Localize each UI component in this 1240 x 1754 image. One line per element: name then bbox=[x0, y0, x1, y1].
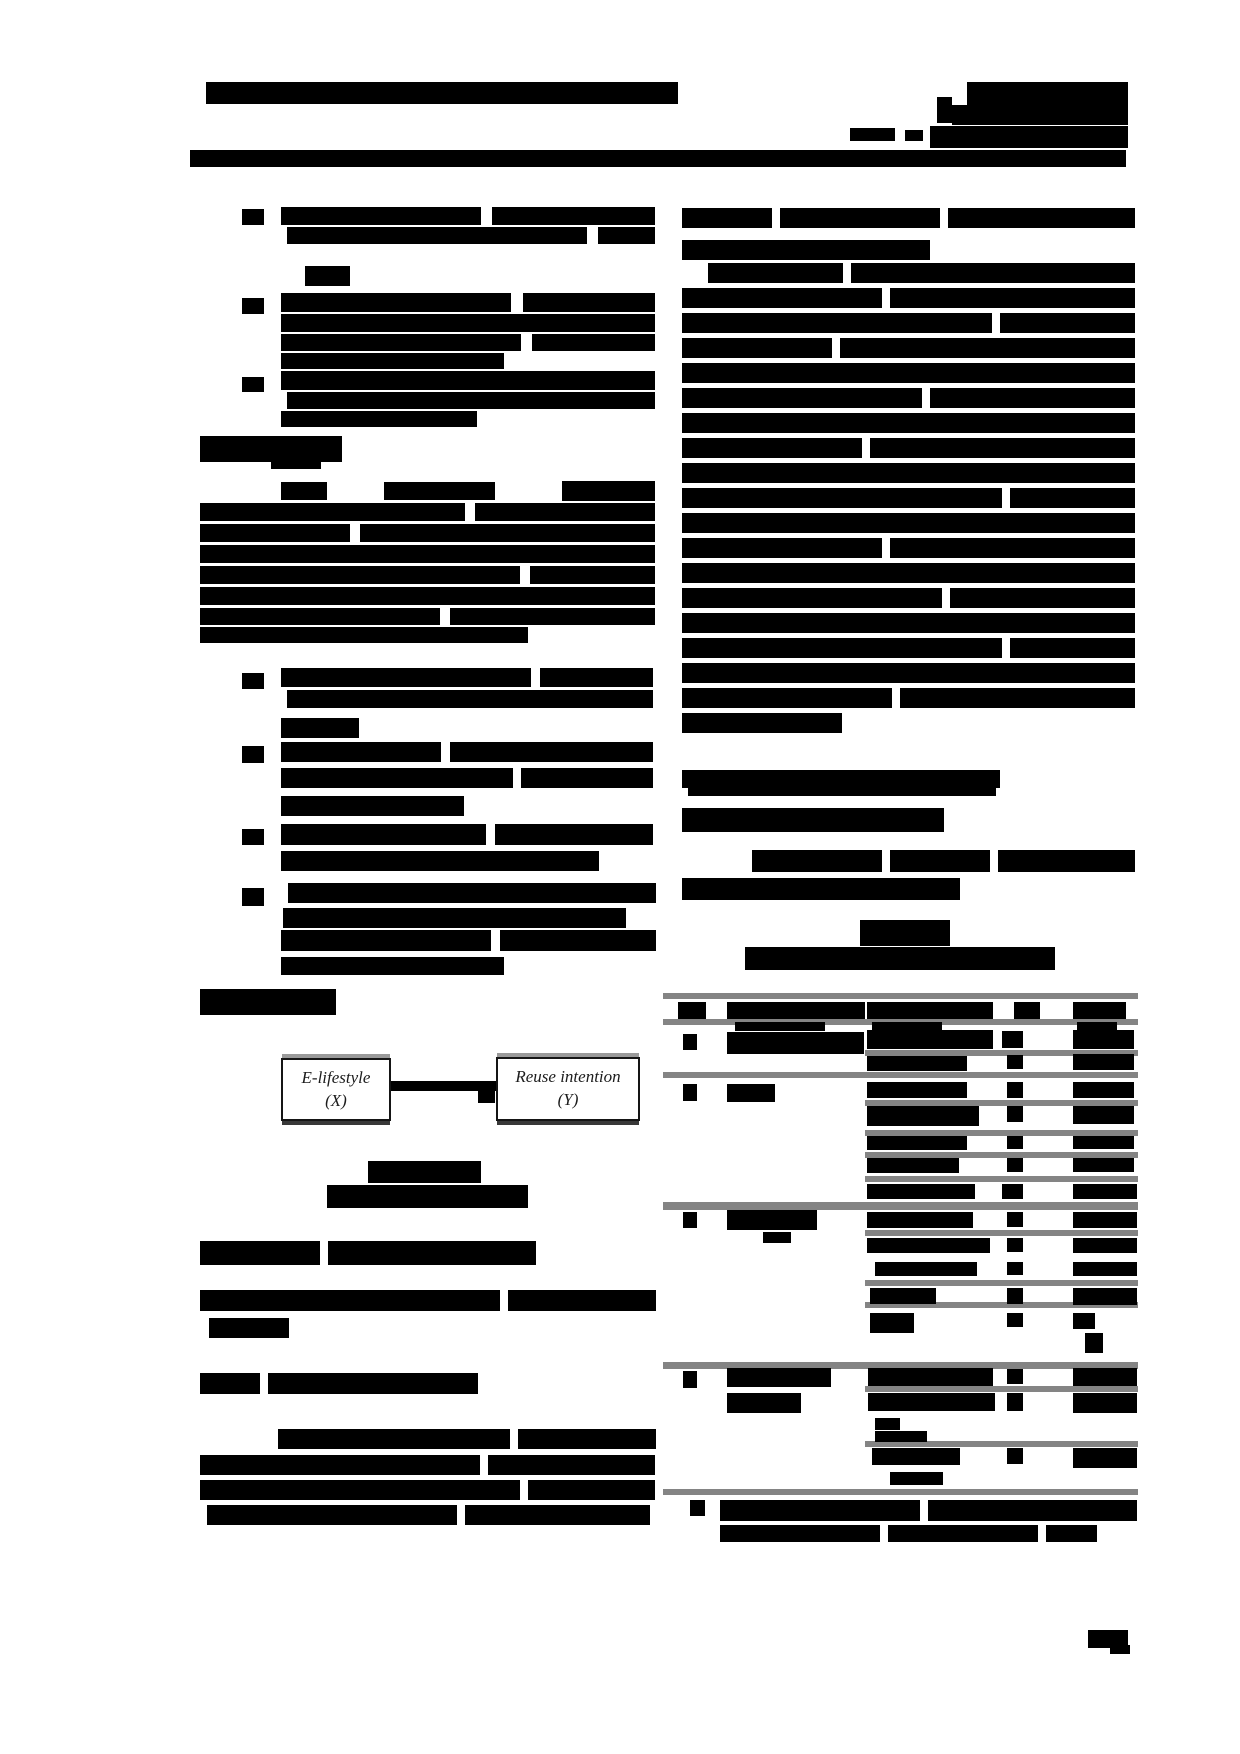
redacted-left-column-text bbox=[281, 371, 655, 390]
redacted-left-column-text bbox=[278, 1429, 510, 1449]
redacted-left-column-text bbox=[200, 545, 655, 563]
redacted-left-column-text bbox=[287, 690, 653, 708]
redacted-footer-text bbox=[720, 1500, 920, 1521]
redacted-table-cell bbox=[875, 1431, 927, 1442]
redacted-table-cell bbox=[1007, 1055, 1023, 1069]
redacted-left-column-text bbox=[242, 377, 264, 392]
redacted-left-column-text bbox=[200, 436, 342, 462]
redacted-right-column-text bbox=[682, 538, 882, 558]
redacted-table-cell bbox=[727, 1368, 831, 1387]
redacted-left-column-text bbox=[200, 1455, 480, 1475]
redacted-right-column-text bbox=[682, 513, 1135, 533]
redacted-left-column-text bbox=[200, 524, 350, 542]
redacted-footer-text bbox=[888, 1525, 1038, 1542]
redacted-right-column-text bbox=[1000, 313, 1135, 333]
redacted-table-cell bbox=[1073, 1030, 1134, 1049]
diagram-box-e-lifestyle bbox=[281, 1058, 391, 1121]
redacted-right-column-text bbox=[682, 288, 882, 308]
redacted-left-column-text bbox=[288, 883, 656, 903]
redacted-left-column-text bbox=[488, 1455, 655, 1475]
redacted-table-cell bbox=[872, 1448, 960, 1465]
redacted-table-cell bbox=[1007, 1238, 1023, 1252]
redacted-right-column-text bbox=[682, 688, 892, 708]
redacted-right-column-text bbox=[682, 878, 960, 900]
redacted-right-column-text bbox=[682, 240, 930, 260]
diagram-box-reuse-intention-variable: (Y) bbox=[557, 1090, 579, 1109]
redacted-left-column-text bbox=[207, 1505, 457, 1525]
redacted-left-column-text bbox=[242, 746, 264, 763]
redacted-left-column-text bbox=[268, 1373, 478, 1394]
redacted-left-column-text bbox=[305, 266, 350, 286]
redacted-left-column-text bbox=[242, 209, 264, 225]
redacted-table-cell bbox=[1073, 1313, 1095, 1329]
redacted-right-column-text bbox=[682, 613, 1135, 633]
redacted-table-cell bbox=[1007, 1448, 1023, 1464]
redacted-right-column-text bbox=[682, 808, 944, 832]
redacted-left-column-text bbox=[492, 207, 655, 225]
redacted-left-column-text bbox=[328, 1241, 536, 1265]
redacted-right-column-text bbox=[851, 263, 1135, 283]
table-rule-line bbox=[865, 1230, 1138, 1236]
redacted-left-column-text bbox=[530, 566, 655, 584]
redacted-table-cell bbox=[1073, 1448, 1137, 1468]
redacted-left-column-text bbox=[500, 930, 656, 951]
redacted-left-column-text bbox=[200, 1480, 520, 1500]
redacted-table-cell bbox=[727, 1002, 865, 1019]
redacted-right-column-text bbox=[682, 388, 922, 408]
redacted-header-text bbox=[905, 130, 923, 141]
redacted-left-column-text bbox=[287, 227, 587, 244]
redacted-left-column-text bbox=[532, 334, 655, 351]
redacted-table-cell bbox=[867, 1030, 993, 1049]
redacted-right-column-text bbox=[708, 263, 843, 283]
redacted-left-column-text bbox=[281, 207, 481, 225]
redacted-left-column-text bbox=[465, 1505, 650, 1525]
redacted-right-column-text bbox=[682, 588, 942, 608]
redacted-left-column-text bbox=[281, 824, 486, 845]
redacted-table-cell bbox=[1073, 1158, 1134, 1172]
redacted-table-cell bbox=[1073, 1184, 1137, 1199]
redacted-right-column-text bbox=[682, 563, 1135, 583]
redacted-right-column-text bbox=[682, 463, 1135, 483]
redacted-table-cell bbox=[867, 1106, 979, 1126]
redacted-left-column-text bbox=[384, 482, 495, 500]
redacted-footer-text bbox=[690, 1500, 705, 1516]
redacted-table-cell bbox=[1073, 1136, 1134, 1149]
redacted-table-cell bbox=[1007, 1212, 1023, 1227]
redacted-table-cell bbox=[868, 1393, 995, 1411]
redacted-left-column-text bbox=[450, 742, 653, 762]
redacted-right-column-text bbox=[682, 638, 1002, 658]
table-rule-line bbox=[663, 993, 1138, 999]
table-rule-line bbox=[865, 1280, 1138, 1286]
redacted-left-column-text bbox=[475, 503, 655, 521]
redacted-table-cell bbox=[867, 1238, 990, 1253]
diagram-arrowhead bbox=[478, 1086, 495, 1103]
redacted-header-text bbox=[206, 82, 678, 104]
redacted-right-column-text bbox=[1010, 638, 1135, 658]
redacted-header-text bbox=[967, 82, 1128, 105]
redacted-table-cell bbox=[1007, 1082, 1023, 1098]
redacted-table-cell bbox=[1073, 1002, 1126, 1019]
redacted-right-column-text bbox=[930, 388, 1135, 408]
diagram-box-reuse-intention-label: Reuse intention bbox=[515, 1067, 621, 1087]
redacted-left-column-text bbox=[281, 768, 513, 788]
redacted-table-cell bbox=[1007, 1369, 1023, 1384]
redacted-right-column-text bbox=[900, 688, 1135, 708]
redacted-left-column-text bbox=[518, 1429, 656, 1449]
redacted-table-cell bbox=[683, 1034, 697, 1050]
redacted-table-cell bbox=[763, 1232, 791, 1243]
redacted-left-column-text bbox=[271, 460, 321, 469]
redacted-table-cell bbox=[1007, 1288, 1023, 1304]
redacted-left-column-text bbox=[209, 1318, 289, 1338]
redacted-table-cell bbox=[870, 1288, 936, 1304]
redacted-table-cell bbox=[1073, 1054, 1134, 1070]
redacted-left-column-text bbox=[200, 587, 655, 605]
redacted-table-cell bbox=[727, 1032, 864, 1054]
redacted-table-cell bbox=[867, 1082, 967, 1098]
redacted-left-column-text bbox=[242, 888, 264, 906]
table-rule-line bbox=[663, 1072, 1138, 1078]
redacted-table-cell bbox=[1073, 1393, 1137, 1413]
redacted-table-cell bbox=[1014, 1002, 1040, 1019]
table-rule-line bbox=[865, 1176, 1138, 1182]
redacted-table-cell bbox=[875, 1418, 900, 1430]
redacted-right-column-text bbox=[752, 850, 882, 872]
diagram-box-reuse-intention bbox=[496, 1057, 640, 1121]
redacted-table-cell bbox=[727, 1393, 801, 1413]
redacted-header-text bbox=[952, 105, 1128, 125]
redacted-left-column-text bbox=[521, 768, 653, 788]
redacted-table-cell bbox=[1002, 1184, 1023, 1199]
redacted-left-column-text bbox=[281, 796, 464, 816]
redacted-left-column-text bbox=[281, 293, 511, 312]
redacted-right-column-text bbox=[682, 363, 1135, 383]
redacted-footer-text bbox=[1046, 1525, 1097, 1542]
redacted-right-column-text bbox=[682, 413, 1135, 433]
redacted-left-column-text bbox=[283, 908, 626, 928]
redacted-right-column-text bbox=[780, 208, 940, 228]
redacted-left-column-text bbox=[281, 482, 327, 500]
redacted-left-column-text bbox=[200, 627, 528, 643]
redacted-table-cell bbox=[1007, 1393, 1023, 1411]
redacted-table-cell bbox=[1085, 1333, 1103, 1353]
table-rule-line bbox=[663, 1489, 1138, 1495]
redacted-right-column-text bbox=[688, 788, 996, 796]
redacted-header-text bbox=[930, 126, 1128, 148]
redacted-table-cell bbox=[727, 1210, 817, 1230]
redacted-table-cell bbox=[1007, 1158, 1023, 1172]
redacted-left-column-text bbox=[281, 334, 521, 351]
redacted-table-cell bbox=[1073, 1106, 1134, 1124]
redacted-left-column-text bbox=[327, 1185, 528, 1208]
redacted-table-cell bbox=[867, 1002, 993, 1019]
redacted-table-cell bbox=[868, 1368, 993, 1386]
redacted-left-column-text bbox=[200, 608, 440, 625]
redacted-left-column-text bbox=[281, 930, 491, 951]
redacted-table-cell bbox=[683, 1212, 697, 1228]
redacted-left-column-text bbox=[242, 829, 264, 845]
redacted-left-column-text bbox=[200, 566, 520, 584]
redacted-left-column-text bbox=[200, 1241, 320, 1265]
redacted-right-column-text bbox=[870, 438, 1135, 458]
redacted-footer-text bbox=[1110, 1645, 1130, 1654]
redacted-right-column-text bbox=[890, 288, 1135, 308]
redacted-left-column-text bbox=[508, 1290, 656, 1311]
redacted-right-column-text bbox=[860, 920, 950, 946]
redacted-table-cell bbox=[867, 1184, 975, 1199]
redacted-table-cell bbox=[683, 1371, 697, 1388]
redacted-table-cell bbox=[1007, 1262, 1023, 1275]
redacted-header-text bbox=[850, 128, 895, 141]
redacted-left-column-text bbox=[281, 353, 504, 369]
redacted-right-column-text bbox=[682, 663, 1135, 683]
diagram-box-e-lifestyle-label: E-lifestyle bbox=[301, 1067, 371, 1087]
redacted-footer-text bbox=[720, 1525, 880, 1542]
redacted-left-column-text bbox=[281, 314, 655, 332]
redacted-left-column-text bbox=[287, 392, 655, 409]
table-rule-line bbox=[663, 1202, 1138, 1210]
redacted-right-column-text bbox=[890, 538, 1135, 558]
redacted-right-column-text bbox=[840, 338, 1135, 358]
redacted-header-text bbox=[190, 150, 1126, 167]
redacted-footer-text bbox=[928, 1500, 1137, 1521]
redacted-right-column-text bbox=[950, 588, 1135, 608]
redacted-table-cell bbox=[1073, 1212, 1137, 1228]
redacted-left-column-text bbox=[540, 668, 653, 687]
redacted-left-column-text bbox=[200, 1373, 260, 1394]
redacted-left-column-text bbox=[562, 481, 655, 501]
redacted-right-column-text bbox=[948, 208, 1135, 228]
redacted-left-column-text bbox=[281, 742, 441, 762]
redacted-table-cell bbox=[867, 1136, 967, 1150]
redacted-left-column-text bbox=[360, 524, 655, 542]
redacted-table-cell bbox=[1073, 1368, 1137, 1386]
redacted-left-column-text bbox=[450, 608, 655, 625]
redacted-table-cell bbox=[727, 1084, 775, 1102]
redacted-table-cell bbox=[1073, 1262, 1137, 1276]
table-rule-line bbox=[865, 1386, 1138, 1392]
redacted-left-column-text bbox=[200, 1290, 500, 1311]
redacted-left-column-text bbox=[523, 293, 655, 312]
redacted-right-column-text bbox=[682, 770, 1000, 788]
redacted-left-column-text bbox=[242, 298, 264, 314]
redacted-table-cell bbox=[1002, 1031, 1023, 1048]
redacted-left-column-text bbox=[368, 1161, 481, 1183]
redacted-table-cell bbox=[735, 1022, 825, 1031]
redacted-table-cell bbox=[1007, 1313, 1023, 1327]
redacted-right-column-text bbox=[998, 850, 1135, 872]
redacted-table-cell bbox=[870, 1313, 914, 1333]
redacted-right-column-text bbox=[682, 488, 1002, 508]
redacted-table-cell bbox=[1007, 1106, 1023, 1122]
redacted-left-column-text bbox=[281, 851, 599, 871]
redacted-right-column-text bbox=[682, 208, 772, 228]
redacted-left-column-text bbox=[281, 718, 359, 738]
diagram-box-e-lifestyle-variable: (X) bbox=[325, 1090, 347, 1110]
redacted-table-cell bbox=[1073, 1238, 1137, 1253]
redacted-header-text bbox=[937, 97, 952, 123]
redacted-table-cell bbox=[1073, 1288, 1137, 1305]
redacted-table-cell bbox=[683, 1084, 697, 1101]
redacted-table-cell bbox=[890, 1472, 943, 1485]
redacted-table-cell bbox=[867, 1212, 973, 1228]
redacted-table-cell bbox=[1007, 1136, 1023, 1149]
redacted-right-column-text bbox=[1010, 488, 1135, 508]
redacted-left-column-text bbox=[242, 673, 264, 689]
redacted-table-cell bbox=[678, 1002, 706, 1019]
redacted-left-column-text bbox=[598, 227, 655, 244]
redacted-right-column-text bbox=[682, 338, 832, 358]
redacted-left-column-text bbox=[281, 668, 531, 687]
redacted-right-column-text bbox=[682, 313, 992, 333]
redacted-table-cell bbox=[867, 1158, 959, 1173]
redacted-right-column-text bbox=[682, 713, 842, 733]
redacted-left-column-text bbox=[495, 824, 653, 845]
redacted-table-cell bbox=[875, 1262, 977, 1276]
redacted-table-cell bbox=[1073, 1082, 1134, 1098]
redacted-left-column-text bbox=[528, 1480, 655, 1500]
redacted-left-column-text bbox=[200, 503, 465, 521]
redacted-left-column-text bbox=[281, 957, 504, 975]
redacted-right-column-text bbox=[745, 947, 1055, 970]
redacted-table-cell bbox=[867, 1056, 967, 1071]
redacted-right-column-text bbox=[682, 438, 862, 458]
redacted-right-column-text bbox=[890, 850, 990, 872]
redacted-left-column-text bbox=[281, 411, 477, 427]
redacted-left-column-text bbox=[200, 989, 336, 1015]
